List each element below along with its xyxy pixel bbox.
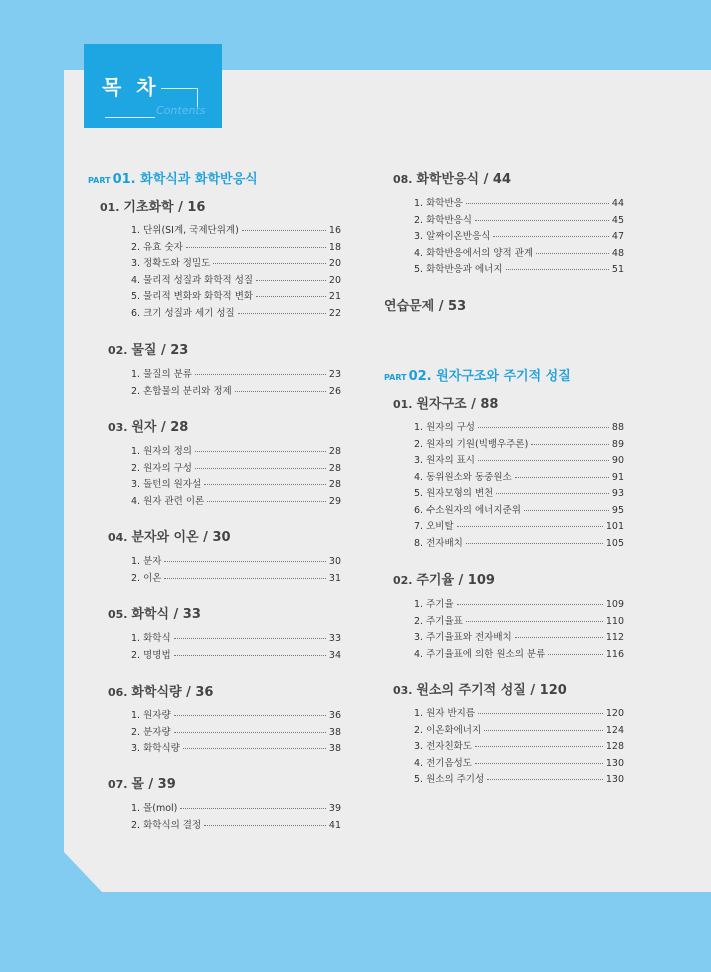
entry-title: 2. 혼합물의 분리와 정제 [131, 385, 232, 397]
entry-title: 2. 원자의 구성 [131, 462, 192, 474]
entry-title: 8. 전자배치 [414, 537, 463, 549]
toc-entry[interactable] [131, 630, 341, 644]
page-title: 목 차 [102, 75, 160, 99]
dot-leader [524, 510, 609, 511]
page-number: 20 [328, 258, 341, 269]
page-number: 28 [328, 462, 341, 474]
page-number: 23 [328, 369, 341, 380]
toc-entry[interactable] [131, 443, 341, 457]
chapter-heading[interactable] [108, 526, 231, 545]
entry-title: 5. 화학반응과 에너지 [414, 264, 503, 275]
page-number: 18 [328, 241, 341, 253]
dot-leader [174, 715, 326, 716]
page-number: 29 [328, 495, 341, 507]
page-number: 130 [605, 774, 624, 785]
page-number: 44 [611, 198, 624, 209]
dot-leader [174, 638, 326, 639]
tab-decor-line [105, 117, 155, 118]
toc-entry[interactable] [131, 740, 341, 754]
chapter-heading[interactable] [108, 416, 188, 435]
chapter-heading[interactable] [393, 569, 495, 588]
dot-leader [487, 779, 603, 780]
toc-entry[interactable] [131, 707, 341, 721]
entry-title: 4. 화학반응에서의 양적 관계 [414, 247, 534, 259]
chapter-title: 몰 / 39 [131, 777, 176, 792]
entry-title: 3. 전자친화도 [414, 741, 472, 752]
entry-title: 7. 오비탈 [414, 521, 454, 532]
chapter-title: 화학식 / 33 [131, 607, 201, 622]
entry-title: 2. 원자의 기원(빅뱅우주론) [414, 438, 529, 450]
dot-leader [186, 247, 326, 248]
page-number: 89 [611, 438, 624, 450]
dot-leader [475, 746, 603, 747]
toc-entry[interactable] [414, 502, 624, 516]
page-number: 95 [611, 504, 624, 516]
entry-title: 4. 물리적 성질과 화학적 성질 [131, 274, 254, 286]
entry-title: 2. 명명법 [131, 649, 171, 661]
chapter-number: 02. [108, 344, 132, 357]
dot-leader [235, 391, 326, 392]
page-number: 28 [328, 446, 341, 457]
chapter-title: 원소의 주기적 성질 / 120 [416, 683, 567, 698]
chapter-heading[interactable] [393, 168, 511, 187]
dot-leader [195, 374, 326, 375]
dot-leader [475, 220, 609, 221]
toc-entry[interactable] [414, 436, 624, 450]
entry-title: 3. 돌턴의 원자설 [131, 479, 202, 490]
dot-leader [466, 543, 603, 544]
entry-title: 2. 화학반응식 [414, 214, 472, 226]
toc-entry[interactable] [131, 476, 341, 490]
toc-entry[interactable] [131, 570, 341, 584]
toc-entry[interactable] [414, 245, 624, 259]
toc-entry[interactable] [414, 535, 624, 549]
entry-title: 2. 이온 [131, 572, 162, 584]
dot-leader [195, 468, 326, 469]
entry-title: 4. 주기율표에 의한 원소의 분류 [414, 648, 546, 660]
page-number: 16 [328, 225, 341, 236]
dot-leader [242, 230, 326, 231]
toc-entry[interactable] [131, 239, 341, 253]
dot-leader [195, 451, 326, 452]
entry-title: 1. 원자의 정의 [131, 446, 192, 457]
entry-title: 1. 몰(mol) [131, 803, 178, 814]
entry-title: 3. 정확도와 정밀도 [131, 258, 211, 269]
page-number: 51 [611, 264, 624, 275]
entry-title: 3. 알짜이온반응식 [414, 231, 491, 242]
entry-title: 1. 단위(SI계, 국제단위계) [131, 225, 239, 236]
dot-leader [478, 460, 609, 461]
dot-leader [183, 748, 326, 749]
chapter-heading[interactable] [393, 393, 498, 412]
chapter-number: 02. [393, 574, 417, 587]
page-number: 26 [328, 385, 341, 397]
dot-leader [204, 825, 326, 826]
page-number: 91 [611, 471, 624, 483]
chapter-number: 07. [108, 778, 132, 791]
part-heading [384, 365, 571, 384]
entry-title: 1. 원자 반지름 [414, 708, 475, 719]
chapter-heading[interactable] [100, 196, 205, 215]
toc-entry[interactable] [414, 771, 624, 785]
dot-leader [204, 484, 326, 485]
page-number: 109 [605, 599, 624, 610]
dot-leader [531, 444, 609, 445]
toc-entry[interactable] [131, 305, 341, 319]
entry-title: 1. 화학반응 [414, 198, 463, 209]
toc-entry[interactable] [414, 705, 624, 719]
chapter-number: 05. [108, 608, 132, 621]
chapter-number: 08. [393, 173, 417, 186]
toc-entry[interactable] [131, 493, 341, 507]
dot-leader [174, 655, 326, 656]
page-number: 21 [328, 291, 341, 302]
part-heading [88, 168, 258, 187]
page-number: 22 [328, 307, 341, 319]
part-prefix: PART [384, 373, 407, 382]
part-prefix: PART [88, 176, 111, 185]
dot-leader [164, 561, 325, 562]
toc-entry[interactable] [414, 722, 624, 736]
page-number: 130 [605, 757, 624, 769]
chapter-title: 화학반응식 / 44 [416, 172, 512, 187]
entry-title: 3. 주기율표와 전자배치 [414, 632, 512, 643]
chapter-number: 06. [108, 686, 132, 699]
entry-title: 1. 화학식 [131, 633, 171, 644]
dot-leader [238, 313, 326, 314]
chapter-title: 물질 / 23 [131, 343, 189, 358]
page-number: 90 [611, 455, 624, 466]
page-number: 93 [611, 488, 624, 499]
entry-title: 3. 화학식량 [131, 743, 180, 754]
toc-entry[interactable] [414, 419, 624, 433]
toc-entry[interactable] [414, 755, 624, 769]
chapter-title: 원자구조 / 88 [416, 397, 499, 412]
dot-leader [256, 296, 326, 297]
dot-leader [506, 269, 609, 270]
chapter-title: 연습문제 / 53 [384, 299, 467, 314]
toc-entry[interactable] [131, 800, 341, 814]
toc-entry[interactable] [131, 222, 341, 236]
page-number: 101 [605, 521, 624, 532]
chapter-heading[interactable] [108, 681, 213, 700]
entry-title: 2. 주기율표 [414, 615, 463, 627]
toc-entry[interactable] [131, 817, 341, 831]
chapter-number: 03. [393, 684, 417, 697]
dot-leader [457, 604, 603, 605]
page-number: 128 [605, 741, 624, 752]
tab-decor-line [161, 88, 197, 89]
toc-entry[interactable] [414, 195, 624, 209]
dot-leader [475, 763, 603, 764]
page-number: 31 [328, 572, 341, 584]
page-number: 28 [328, 479, 341, 490]
page-number: 34 [328, 649, 341, 661]
toc-entry[interactable] [131, 366, 341, 380]
page-number: 30 [328, 556, 341, 567]
toc-entry[interactable] [414, 646, 624, 660]
dot-leader [478, 713, 603, 714]
dot-leader [515, 477, 609, 478]
toc-entry[interactable] [131, 383, 341, 397]
dot-leader [478, 427, 609, 428]
entry-title: 4. 동위원소와 동중원소 [414, 471, 512, 483]
chapter-number: 01. [100, 201, 124, 214]
chapter-heading[interactable] [108, 603, 201, 622]
page-number: 20 [328, 274, 341, 286]
toc-entry[interactable] [131, 647, 341, 661]
dot-leader [548, 654, 603, 655]
toc-entry[interactable] [131, 724, 341, 738]
chapter-number: 01. [393, 398, 417, 411]
entry-title: 1. 주기율 [414, 599, 454, 610]
entry-title: 2. 유효 숫자 [131, 241, 183, 253]
toc-entry[interactable] [131, 255, 341, 269]
page-number: 120 [605, 708, 624, 719]
toc-entry[interactable] [414, 261, 624, 275]
page-number: 33 [328, 633, 341, 644]
entry-title: 3. 원자의 표시 [414, 455, 475, 466]
part-label: 01. 화학식과 화학반응식 [112, 172, 258, 187]
page-subtitle: Contents [156, 104, 206, 117]
entry-title: 1. 원자량 [131, 710, 171, 721]
toc-entry[interactable] [414, 518, 624, 532]
entry-title: 5. 원소의 주기성 [414, 774, 485, 785]
entry-title: 2. 화학식의 결정 [131, 819, 202, 831]
dot-leader [493, 236, 609, 237]
page-number: 47 [611, 231, 624, 242]
entry-title: 2. 이온화에너지 [414, 724, 482, 736]
dot-leader [174, 732, 326, 733]
dot-leader [496, 493, 609, 494]
entry-title: 6. 수소원자의 에너지준위 [414, 504, 521, 516]
page-number: 38 [328, 726, 341, 738]
chapter-title: 분자와 이온 / 30 [131, 530, 231, 545]
page-number: 38 [328, 743, 341, 754]
dot-leader [207, 501, 326, 502]
entry-title: 1. 물질의 분류 [131, 369, 192, 380]
entry-title: 2. 분자량 [131, 726, 171, 738]
dot-leader [484, 730, 603, 731]
page-number: 88 [611, 422, 624, 433]
dot-leader [213, 263, 326, 264]
dot-leader [180, 808, 326, 809]
chapter-heading[interactable] [108, 773, 176, 792]
entry-title: 4. 원자 관련 이론 [131, 495, 205, 507]
entry-title: 1. 원자의 구성 [414, 422, 475, 433]
entry-title: 6. 크기 성질과 세기 성질 [131, 307, 235, 319]
dot-leader [457, 526, 603, 527]
chapter-title: 기초화학 / 16 [123, 200, 206, 215]
toc-entry[interactable] [414, 738, 624, 752]
page-number: 105 [605, 537, 624, 549]
page-number: 45 [611, 214, 624, 226]
page-number: 39 [328, 803, 341, 814]
dot-leader [515, 637, 603, 638]
chapter-heading[interactable] [108, 339, 188, 358]
entry-title: 5. 물리적 변화와 화학적 변화 [131, 291, 254, 302]
toc-entry[interactable] [131, 460, 341, 474]
toc-entry[interactable] [414, 212, 624, 226]
page-number: 110 [605, 615, 624, 627]
toc-entry[interactable] [414, 228, 624, 242]
dot-leader [466, 203, 609, 204]
entry-title: 5. 원자모형의 변천 [414, 488, 494, 499]
page-number: 124 [605, 724, 624, 736]
chapter-heading[interactable] [393, 679, 567, 698]
chapter-title: 화학식량 / 36 [131, 685, 214, 700]
toc-entry[interactable] [414, 469, 624, 483]
toc-entry[interactable] [131, 553, 341, 567]
toc-entry[interactable] [414, 485, 624, 499]
chapter-heading[interactable] [384, 295, 466, 314]
chapter-number: 03. [108, 421, 132, 434]
entry-title: 4. 전기음성도 [414, 757, 472, 769]
entry-title: 1. 분자 [131, 556, 162, 567]
toc-entry[interactable] [414, 613, 624, 627]
dot-leader [256, 280, 326, 281]
dot-leader [536, 253, 609, 254]
toc-entry[interactable] [131, 272, 341, 286]
page-number: 116 [605, 648, 624, 660]
dot-leader [164, 578, 325, 579]
toc-entry[interactable] [414, 452, 624, 466]
page-number: 36 [328, 710, 341, 721]
toc-entry[interactable] [131, 288, 341, 302]
page-number: 112 [605, 632, 624, 643]
toc-entry[interactable] [414, 596, 624, 610]
page-number: 48 [611, 247, 624, 259]
chapter-number: 04. [108, 531, 132, 544]
toc-entry[interactable] [414, 629, 624, 643]
page-number: 41 [328, 819, 341, 831]
dot-leader [466, 621, 603, 622]
chapter-title: 원자 / 28 [131, 420, 189, 435]
chapter-title: 주기율 / 109 [416, 573, 495, 588]
part-label: 02. 원자구조와 주기적 성질 [408, 369, 571, 384]
